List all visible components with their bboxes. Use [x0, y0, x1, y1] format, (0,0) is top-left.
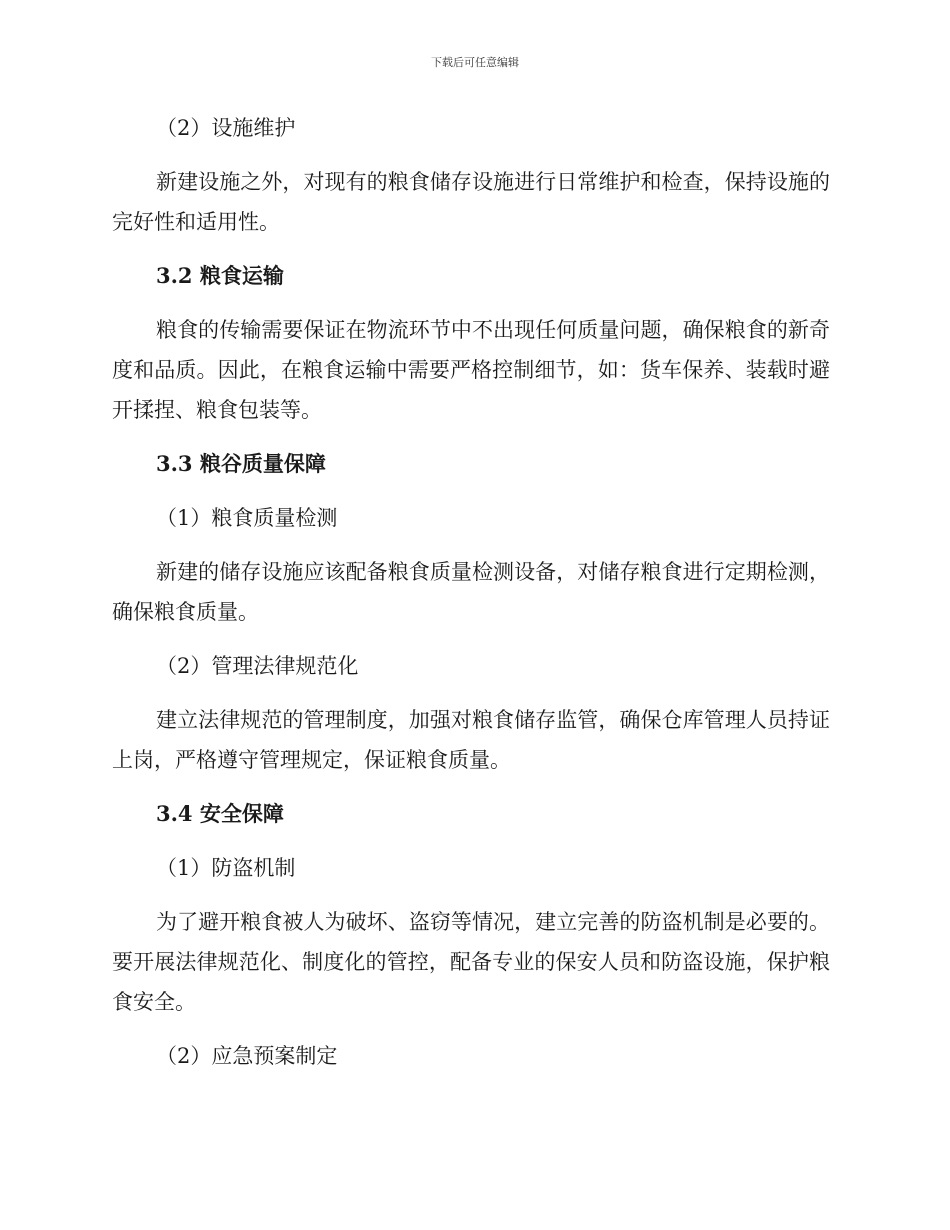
subsection-facility-maintenance: （2）设施维护	[156, 116, 296, 140]
paragraph-grain-transport: 粮食的传输需要保证在物流环节中不出现任何质量问题，确保粮食的新奇度和品质。因此，在粮食运输中需要严格控制细节，如：货车保养、装载时避开揉捏、粮食包装等。	[112, 318, 830, 422]
heading-grain-transport: 3.2 粮食运输	[156, 263, 284, 288]
subsection-emergency-plan: （2）应急预案制定	[156, 1044, 338, 1068]
document-body	[112, 108, 830, 1090]
page-header: 下载后可任意编辑	[431, 56, 519, 69]
subsection-legal-management: （2）管理法律规范化	[156, 654, 359, 678]
paragraph-quality-testing: 新建的储存设施应该配备粮食质量检测设备，对储存粮食进行定期检测，确保粮食质量。	[112, 560, 830, 624]
paragraph-facility-maintenance: 新建设施之外，对现有的粮食储存设施进行日常维护和检查，保持设施的完好性和适用性。	[112, 170, 830, 234]
paragraph-anti-theft: 为了避开粮食被人为破坏、盗窃等情况，建立完善的防盗机制是必要的。要开展法律规范化、制度化的管控，配备专业的保安人员和防盗设施，保护粮食安全。	[112, 910, 830, 1014]
heading-security: 3.4 安全保障	[156, 801, 284, 826]
subsection-quality-testing: （1）粮食质量检测	[156, 506, 338, 530]
subsection-anti-theft: （1）防盗机制	[156, 856, 296, 880]
heading-grain-quality: 3.3 粮谷质量保障	[156, 451, 326, 476]
paragraph-legal-management: 建立法律规范的管理制度，加强对粮食储存监管，确保仓库管理人员持证上岗，严格遵守管理规定，保证粮食质量。	[112, 708, 830, 772]
